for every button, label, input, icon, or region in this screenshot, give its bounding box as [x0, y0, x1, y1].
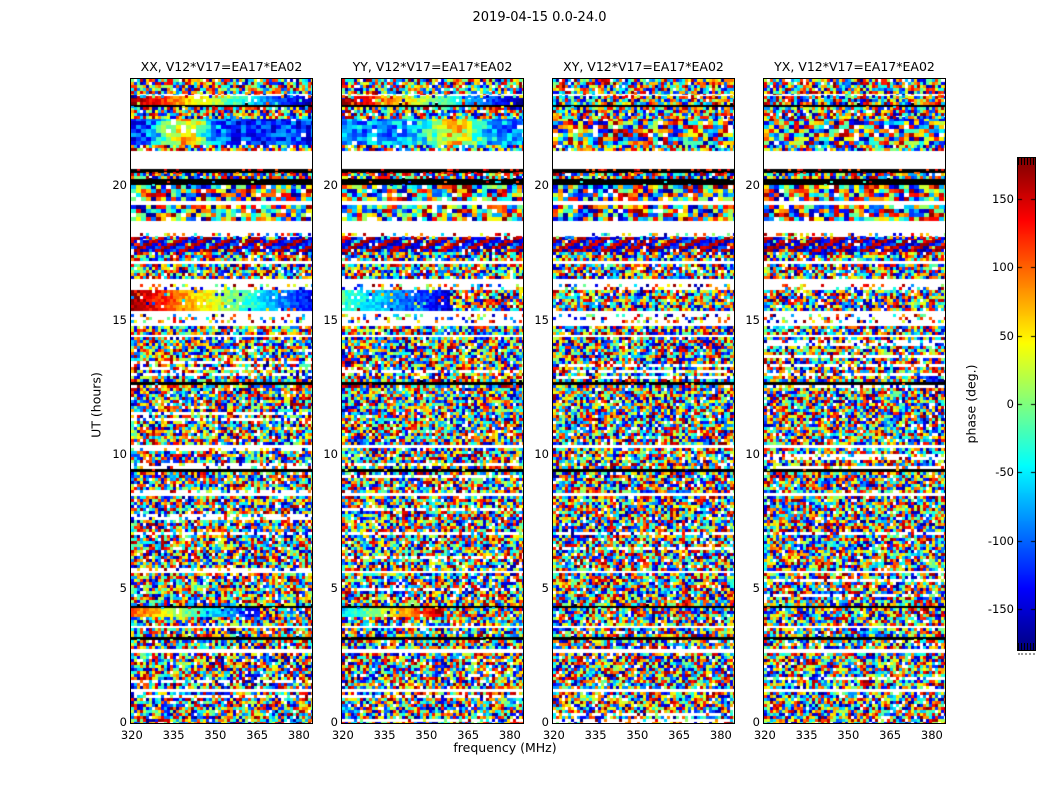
heatmap-panel-yx [763, 78, 946, 724]
y-tick-label: 20 [534, 178, 549, 192]
colorbar-hatch-bottom [1018, 643, 1035, 650]
x-tick-label: 380 [287, 728, 310, 742]
y-tick-label: 0 [541, 715, 549, 729]
x-tick-label: 380 [709, 728, 732, 742]
panel-title-xx: XX, V12*V17=EA17*EA02 [140, 59, 303, 74]
y-tick-label: 15 [323, 313, 338, 327]
x-tick-label: 350 [415, 728, 438, 742]
figure-title: 2019-04-15 0.0-24.0 [472, 10, 607, 25]
y-tick-label: 15 [534, 313, 549, 327]
x-tick-label: 335 [162, 728, 185, 742]
y-tick-label: 0 [119, 715, 127, 729]
y-axis-label: UT (hours) [88, 372, 104, 438]
colorbar-tick-label: 150 [992, 192, 1014, 206]
x-tick-label: 350 [837, 728, 860, 742]
x-tick-label: 365 [879, 728, 902, 742]
y-tick-label: 20 [323, 178, 338, 192]
x-tick-label: 320 [542, 728, 565, 742]
x-tick-label: 320 [753, 728, 776, 742]
y-tick-label: 15 [112, 313, 127, 327]
colorbar-tick-label: 0 [1006, 397, 1014, 411]
y-tick-label: 10 [745, 447, 760, 461]
x-tick-label: 365 [457, 728, 480, 742]
colorbar [1017, 157, 1036, 651]
y-tick-label: 10 [112, 447, 127, 461]
y-tick-label: 5 [330, 581, 338, 595]
heatmap-panel-xy [552, 78, 735, 724]
x-tick-label: 365 [246, 728, 269, 742]
x-tick-label: 335 [584, 728, 607, 742]
y-tick-label: 5 [752, 581, 760, 595]
colorbar-tick-label: -100 [987, 533, 1014, 548]
colorbar-label: phase (deg.) [963, 364, 979, 444]
x-tick-label: 320 [331, 728, 354, 742]
x-tick-label: 335 [373, 728, 396, 742]
panel-title-yy: YY, V12*V17=EA17*EA02 [352, 59, 513, 74]
y-tick-label: 15 [745, 313, 760, 327]
colorbar-tick-label: -50 [995, 465, 1014, 480]
colorbar-hatch-top [1018, 158, 1035, 165]
x-tick-label: 350 [626, 728, 649, 742]
panel-title-xy: XY, V12*V17=EA17*EA02 [563, 59, 724, 74]
y-tick-label: 0 [330, 715, 338, 729]
x-tick-label: 335 [795, 728, 818, 742]
y-tick-label: 10 [534, 447, 549, 461]
y-tick-label: 10 [323, 447, 338, 461]
x-tick-label: 320 [120, 728, 143, 742]
x-tick-label: 380 [498, 728, 521, 742]
colorbar-tick-label: -150 [987, 602, 1014, 616]
y-tick-label: 5 [541, 581, 549, 595]
colorbar-tick-label: 100 [992, 260, 1014, 275]
y-tick-label: 20 [112, 178, 127, 192]
colorbar-extend-dots [1018, 653, 1035, 655]
panel-title-yx: YX, V12*V17=EA17*EA02 [774, 59, 935, 74]
x-tick-label: 350 [204, 728, 227, 742]
x-tick-label: 365 [668, 728, 691, 742]
y-tick-label: 0 [752, 715, 760, 729]
x-axis-label: frequency (MHz) [453, 740, 557, 755]
x-tick-label: 380 [920, 728, 943, 742]
y-tick-label: 20 [745, 178, 760, 192]
y-tick-label: 5 [119, 581, 127, 595]
heatmap-panel-xx [130, 78, 313, 724]
colorbar-tick-label: 50 [999, 328, 1014, 343]
heatmap-panel-yy [341, 78, 524, 724]
